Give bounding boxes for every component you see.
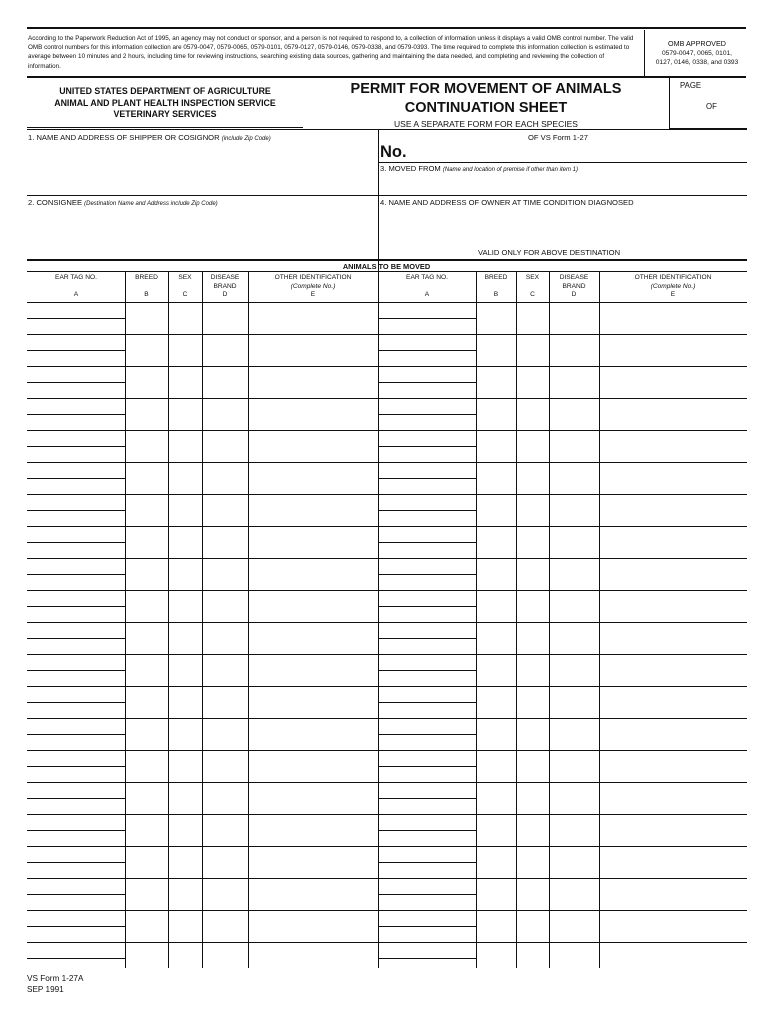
ear-tag-entry-line[interactable] bbox=[378, 830, 476, 831]
table-row-rule bbox=[27, 526, 747, 527]
ear-tag-entry-line[interactable] bbox=[378, 926, 476, 927]
col-other-id-letter: E bbox=[670, 291, 676, 299]
col-disease-letter: D bbox=[571, 291, 577, 299]
col-sex-letter: C bbox=[182, 291, 188, 299]
fields-top-rule bbox=[27, 129, 747, 130]
col-other-id-sub: (Complete No.) bbox=[650, 282, 696, 290]
table-column-divider bbox=[476, 271, 477, 968]
table-row-rule bbox=[27, 366, 747, 367]
page-number-box[interactable] bbox=[669, 78, 747, 129]
page-label: PAGE bbox=[680, 81, 702, 90]
table-row-rule bbox=[27, 430, 747, 431]
table-row-rule bbox=[27, 814, 747, 815]
animals-table-title: ANIMALS TO BE MOVED bbox=[342, 262, 431, 271]
ear-tag-entry-line[interactable] bbox=[378, 638, 476, 639]
agency-line-2: ANIMAL AND PLANT HEALTH INSPECTION SERVICE bbox=[54, 97, 276, 108]
ear-tag-entry-line[interactable] bbox=[378, 542, 476, 543]
col-ear-tag-letter: A bbox=[73, 291, 79, 299]
ear-tag-entry-line[interactable] bbox=[378, 574, 476, 575]
col-sex-label: SEX bbox=[525, 274, 540, 281]
col-sex-sub bbox=[168, 283, 202, 292]
ear-tag-entry-line[interactable] bbox=[378, 446, 476, 447]
col-breed-sub bbox=[125, 283, 168, 292]
col-disease-right bbox=[549, 274, 599, 300]
col-ear-tag-letter: A bbox=[424, 291, 430, 299]
ear-tag-entry-line[interactable] bbox=[27, 318, 125, 319]
header-rule bbox=[27, 76, 746, 78]
ear-tag-entry-line[interactable] bbox=[27, 862, 125, 863]
title-line-3: USE A SEPARATE FORM FOR EACH SPECIES bbox=[394, 119, 578, 129]
moved-from-note: (Name and location of premise if other than item 1) bbox=[442, 167, 578, 173]
col-disease-sub: BRAND bbox=[562, 282, 586, 290]
title-line-1: PERMIT FOR MOVEMENT OF ANIMALS bbox=[350, 81, 622, 97]
ear-tag-entry-line[interactable] bbox=[378, 862, 476, 863]
table-row-rule bbox=[27, 910, 747, 911]
ear-tag-entry-line[interactable] bbox=[378, 894, 476, 895]
col-disease-letter: D bbox=[222, 291, 228, 299]
permit-number-label: No. bbox=[380, 143, 407, 161]
ear-tag-entry-line[interactable] bbox=[27, 478, 125, 479]
ear-tag-entry-line[interactable] bbox=[378, 382, 476, 383]
ear-tag-entry-line[interactable] bbox=[378, 958, 476, 959]
ear-tag-entry-line[interactable] bbox=[378, 798, 476, 799]
table-column-divider bbox=[202, 271, 203, 968]
table-row-rule bbox=[27, 782, 747, 783]
ear-tag-entry-line[interactable] bbox=[27, 830, 125, 831]
omb-numbers bbox=[645, 49, 749, 67]
col-breed-letter: B bbox=[493, 291, 499, 299]
col-other-id-label: OTHER IDENTIFICATION bbox=[274, 274, 352, 281]
table-row-rule bbox=[27, 750, 747, 751]
top-rule bbox=[27, 27, 746, 29]
page-of-label: OF bbox=[706, 102, 717, 111]
col-breed-label: BREED bbox=[484, 274, 508, 281]
col-breed-left bbox=[125, 274, 168, 300]
ear-tag-entry-line[interactable] bbox=[27, 766, 125, 767]
title-line-2: CONTINUATION SHEET bbox=[404, 100, 568, 116]
ear-tag-entry-line[interactable] bbox=[378, 414, 476, 415]
col-ear-tag-label: EAR TAG NO. bbox=[406, 274, 448, 281]
consignee-field[interactable] bbox=[28, 198, 218, 207]
col-other-id-label: OTHER IDENTIFICATION bbox=[634, 274, 712, 281]
form-number: VS Form 1-27A bbox=[27, 974, 84, 983]
table-row-rule bbox=[27, 878, 747, 879]
ear-tag-entry-line[interactable] bbox=[27, 958, 125, 959]
ear-tag-entry-line[interactable] bbox=[378, 766, 476, 767]
ear-tag-entry-line[interactable] bbox=[27, 926, 125, 927]
owner-field[interactable] bbox=[380, 198, 634, 207]
ear-tag-entry-line[interactable] bbox=[378, 478, 476, 479]
ear-tag-entry-line[interactable] bbox=[27, 510, 125, 511]
no-field-rule bbox=[378, 162, 747, 163]
agency-line-3: VETERINARY SERVICES bbox=[113, 109, 217, 120]
ear-tag-entry-line[interactable] bbox=[27, 542, 125, 543]
col-other-id-letter: E bbox=[310, 291, 316, 299]
col-disease-label: DISEASE bbox=[559, 274, 589, 281]
ear-tag-entry-line[interactable] bbox=[378, 350, 476, 351]
omb-approval-box bbox=[644, 30, 748, 76]
ear-tag-entry-line[interactable] bbox=[27, 574, 125, 575]
col-disease-left bbox=[202, 274, 248, 300]
col-sex-letter: C bbox=[530, 291, 535, 299]
agency-line-1: UNITED STATES DEPARTMENT OF AGRICULTURE bbox=[59, 86, 271, 96]
col-ear-tag-label: EAR TAG NO. bbox=[55, 274, 97, 281]
shipper-field[interactable] bbox=[28, 133, 271, 142]
form-date: SEP 1991 bbox=[27, 985, 64, 994]
ear-tag-entry-line[interactable] bbox=[378, 670, 476, 671]
ear-tag-entry-line[interactable] bbox=[27, 670, 125, 671]
omb-numbers-line-1: 0579-0047, 0065, 0101, bbox=[661, 50, 733, 57]
shipper-label: 1. NAME AND ADDRESS OF SHIPPER OR COSIGNOR bbox=[28, 133, 220, 142]
paperwork-reduction-statement: According to the Paperwork Reduction Act of 1995, an agency may not conduct or sponsor, and a person is not required to respond to, a collection of information unless it displays a valid OMB control number. The valid OMB control numbers for this information collection are 0579-0047, 0579-0065, 0579-0101, 0579-0127, 0579-0146, 0579-0338, and 0579-0393. The time required to complete this information collection is estimated to average between 10 minutes and 2 hours, including time for reviewing instructions, searching existing data sources, gathering and maintaining the data needed, and completing and reviewing the collection of information. bbox=[28, 35, 634, 70]
table-column-divider bbox=[248, 271, 249, 968]
of-vs-form-label: OF VS Form 1-27 bbox=[528, 133, 588, 142]
ear-tag-entry-line[interactable] bbox=[378, 318, 476, 319]
fields-middle-rule bbox=[27, 195, 747, 196]
owner-label: 4. NAME AND ADDRESS OF OWNER AT TIME CONDITION DIAGNOSED bbox=[380, 198, 634, 207]
table-row-rule bbox=[27, 462, 747, 463]
table-row-rule bbox=[27, 686, 747, 687]
col-sex-right bbox=[516, 274, 549, 300]
ear-tag-entry-line[interactable] bbox=[27, 894, 125, 895]
animals-top-rule bbox=[27, 259, 747, 261]
table-row-rule bbox=[27, 494, 747, 495]
table-row-rule bbox=[27, 622, 747, 623]
table-row-rule bbox=[27, 590, 747, 591]
omb-approved-title: OMB APPROVED bbox=[668, 39, 726, 48]
form-footer bbox=[27, 973, 83, 995]
ear-tag-entry-line[interactable] bbox=[378, 702, 476, 703]
table-header-bottom-rule bbox=[27, 302, 747, 303]
col-ear-tag-right bbox=[378, 274, 476, 300]
ear-tag-entry-line[interactable] bbox=[27, 414, 125, 415]
ear-tag-entry-line[interactable] bbox=[378, 606, 476, 607]
ear-tag-entry-line[interactable] bbox=[27, 702, 125, 703]
animals-header-rule bbox=[27, 271, 747, 272]
table-row-rule bbox=[27, 718, 747, 719]
valid-only-note: VALID ONLY FOR ABOVE DESTINATION bbox=[478, 248, 621, 257]
table-column-divider bbox=[125, 271, 126, 968]
ear-tag-entry-line[interactable] bbox=[27, 606, 125, 607]
moved-from-field[interactable] bbox=[380, 164, 578, 173]
col-breed-label: BREED bbox=[135, 274, 158, 281]
col-breed-right bbox=[476, 274, 516, 300]
table-row-rule bbox=[27, 334, 747, 335]
form-title bbox=[338, 80, 634, 130]
col-disease-label: DISEASE bbox=[210, 274, 240, 281]
col-sex-left bbox=[168, 274, 202, 300]
ear-tag-entry-line[interactable] bbox=[27, 350, 125, 351]
agency-rule bbox=[27, 127, 303, 128]
col-other-id-sub: (Complete No.) bbox=[290, 282, 336, 290]
ear-tag-entry-line[interactable] bbox=[27, 382, 125, 383]
consignee-label: 2. CONSIGNEE bbox=[28, 198, 83, 207]
table-column-divider bbox=[516, 271, 517, 968]
agency-block bbox=[27, 86, 303, 121]
col-other-id-right bbox=[599, 274, 747, 300]
col-sex-label: SEX bbox=[178, 274, 192, 281]
col-ear-tag-sub bbox=[27, 283, 125, 292]
omb-numbers-line-2: 0127, 0146, 0338, and 0393 bbox=[655, 59, 739, 66]
col-breed-sub bbox=[476, 283, 516, 292]
col-other-id-left bbox=[248, 274, 378, 300]
table-row-rule bbox=[27, 942, 747, 943]
consignee-note: (Destination Name and Address include Zip Code) bbox=[84, 201, 218, 207]
ear-tag-entry-line[interactable] bbox=[27, 734, 125, 735]
moved-from-label: 3. MOVED FROM bbox=[380, 164, 441, 173]
table-row-rule bbox=[27, 846, 747, 847]
ear-tag-entry-line[interactable] bbox=[27, 446, 125, 447]
table-row-rule bbox=[27, 398, 747, 399]
table-column-divider bbox=[549, 271, 550, 968]
col-ear-tag-left bbox=[27, 274, 125, 300]
table-column-divider bbox=[168, 271, 169, 968]
col-ear-tag-sub bbox=[378, 283, 476, 292]
table-row-rule bbox=[27, 558, 747, 559]
col-disease-sub: BRAND bbox=[213, 282, 237, 290]
ear-tag-entry-line[interactable] bbox=[27, 638, 125, 639]
shipper-note: (include Zip Code) bbox=[221, 136, 271, 142]
ear-tag-entry-line[interactable] bbox=[378, 510, 476, 511]
col-breed-letter: B bbox=[144, 291, 149, 299]
table-row-rule bbox=[27, 654, 747, 655]
ear-tag-entry-line[interactable] bbox=[27, 798, 125, 799]
table-column-divider bbox=[599, 271, 600, 968]
col-sex-sub bbox=[516, 283, 549, 292]
ear-tag-entry-line[interactable] bbox=[378, 734, 476, 735]
